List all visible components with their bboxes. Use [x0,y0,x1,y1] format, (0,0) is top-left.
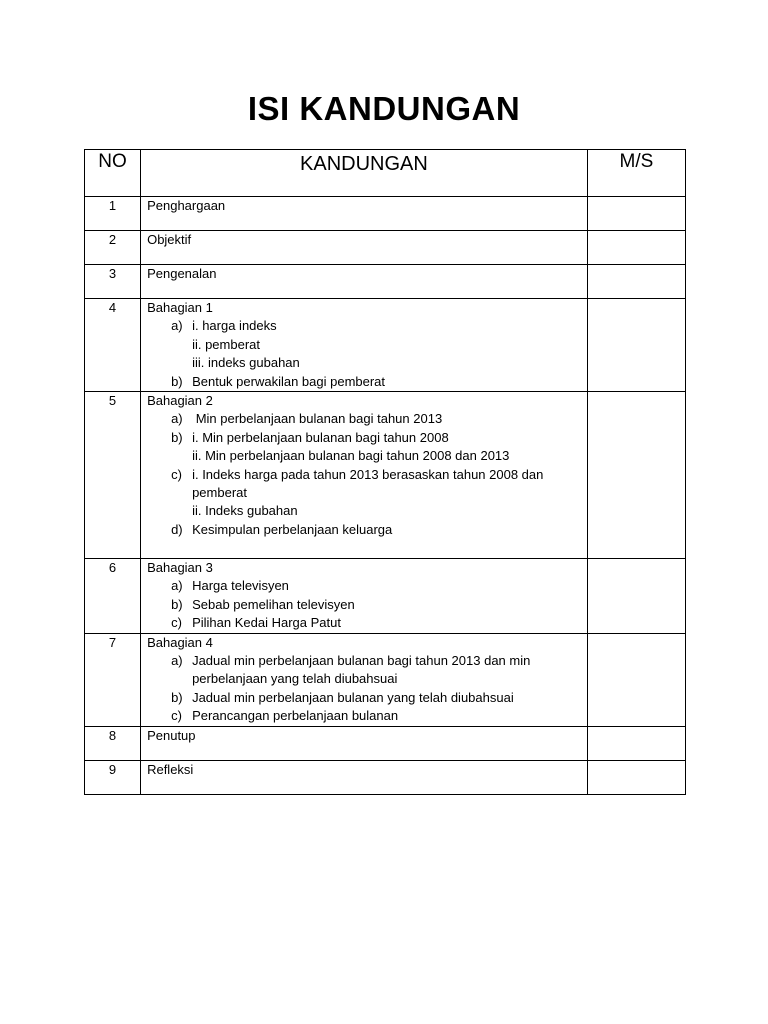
section-heading: Bahagian 4 [147,634,213,650]
row-content [141,231,588,265]
table-row [85,559,686,634]
sub-item-text: Pilihan Kedai Harga Patut [192,615,341,631]
sub-item-text: Kesimpulan perbelanjaan keluarga [192,521,393,537]
sub-item-text: Jadual min perbelanjaan bulanan bagi tahun 2013 dan min [192,653,531,669]
row-number: 2 [85,231,141,265]
page-title: ISI KANDUNGAN [247,90,521,127]
row-page-number [587,760,685,794]
sub-item [147,429,587,466]
row-number: 7 [85,633,141,726]
table-row [85,197,686,231]
section-heading: Penghargaan [147,198,226,213]
sub-item [147,317,587,372]
section-heading: Bahagian 3 [147,560,213,576]
header-page: M/S [587,150,685,197]
sub-item-label: a) [171,318,183,334]
row-page-number [587,299,685,392]
sub-item-text: i. Indeks harga pada tahun 2013 berasaskan tahun 2008 dan [192,466,544,482]
sub-item-text: i. Min perbelanjaan bulanan bagi tahun 2008 [192,429,449,445]
section-heading: Bahagian 1 [147,300,213,315]
header-no: NO [85,150,141,197]
table-header-row [85,150,686,197]
sub-item-text: Sebab pemelihan televisyen [192,596,355,612]
table-row [85,265,686,299]
row-content [141,559,588,634]
header-content: KANDUNGAN [141,150,588,197]
row-content [141,265,588,299]
sub-item-label: b) [171,689,183,705]
row-number: 5 [85,392,141,559]
sub-item [147,652,587,689]
sub-item-text: iii. indeks gubahan [192,355,300,371]
sub-item-text: ii. Min perbelanjaan bulanan bagi tahun 2008 dan 2013 [192,448,510,464]
sub-item-text: Perancangan perbelanjaan bulanan [192,708,399,724]
sub-item-label: c) [171,466,182,482]
sub-item-label: d) [171,521,183,537]
section-heading: Pengenalan [147,266,217,281]
sub-item-label: a) [171,578,183,594]
sub-item-text: Bentuk perwakilan bagi pemberat [192,373,386,389]
section-heading: Bahagian 2 [147,393,213,409]
row-page-number [587,197,685,231]
sub-item [147,521,587,539]
table-body [85,197,686,795]
sub-item-text: Min perbelanjaan bulanan bagi tahun 2013 [192,411,443,427]
sub-item [147,410,587,428]
sub-item-label: c) [171,615,182,631]
section-heading: Refleksi [147,761,194,777]
table-row [85,299,686,392]
row-content [141,760,588,794]
row-content [141,197,588,231]
row-number: 8 [85,726,141,760]
sub-item-text: ii. pemberat [192,336,260,352]
table-row [85,726,686,760]
row-content [141,392,588,559]
sub-item-label: b) [171,373,183,389]
row-content [141,726,588,760]
table-row [85,633,686,726]
sub-item-text: Jadual min perbelanjaan bulanan yang telah diubahsuai [192,689,514,705]
sub-item-text: pemberat [192,485,247,501]
table-row [85,392,686,559]
contents-table [84,149,686,795]
row-number: 3 [85,265,141,299]
sub-item-label: b) [171,596,183,612]
row-content [141,299,588,392]
table-row [85,231,686,265]
sub-item [147,596,587,614]
sub-item-text: i. harga indeks [192,318,277,334]
sub-item [147,614,587,632]
row-page-number [587,392,685,559]
sub-item-label: a) [171,653,183,669]
row-content [141,633,588,726]
row-page-number [587,633,685,726]
row-number: 4 [85,299,141,392]
sub-item-label: b) [171,429,183,445]
row-page-number [587,559,685,634]
section-heading: Objektif [147,232,192,247]
row-number: 1 [85,197,141,231]
row-page-number [587,726,685,760]
sub-item [147,466,587,521]
sub-item-text: ii. Indeks gubahan [192,503,298,519]
sub-item [147,689,587,707]
sub-item-label: c) [171,708,182,724]
table-row [85,760,686,794]
section-heading: Penutup [147,727,196,743]
row-page-number [587,265,685,299]
row-number: 9 [85,760,141,794]
sub-item [147,373,587,391]
sub-item-text: Harga televisyen [192,578,289,594]
sub-item [147,577,587,595]
row-number: 6 [85,559,141,634]
sub-item-label: a) [171,411,183,427]
sub-item [147,707,587,725]
sub-item-text: perbelanjaan yang telah diubahsuai [192,671,398,687]
row-page-number [587,231,685,265]
